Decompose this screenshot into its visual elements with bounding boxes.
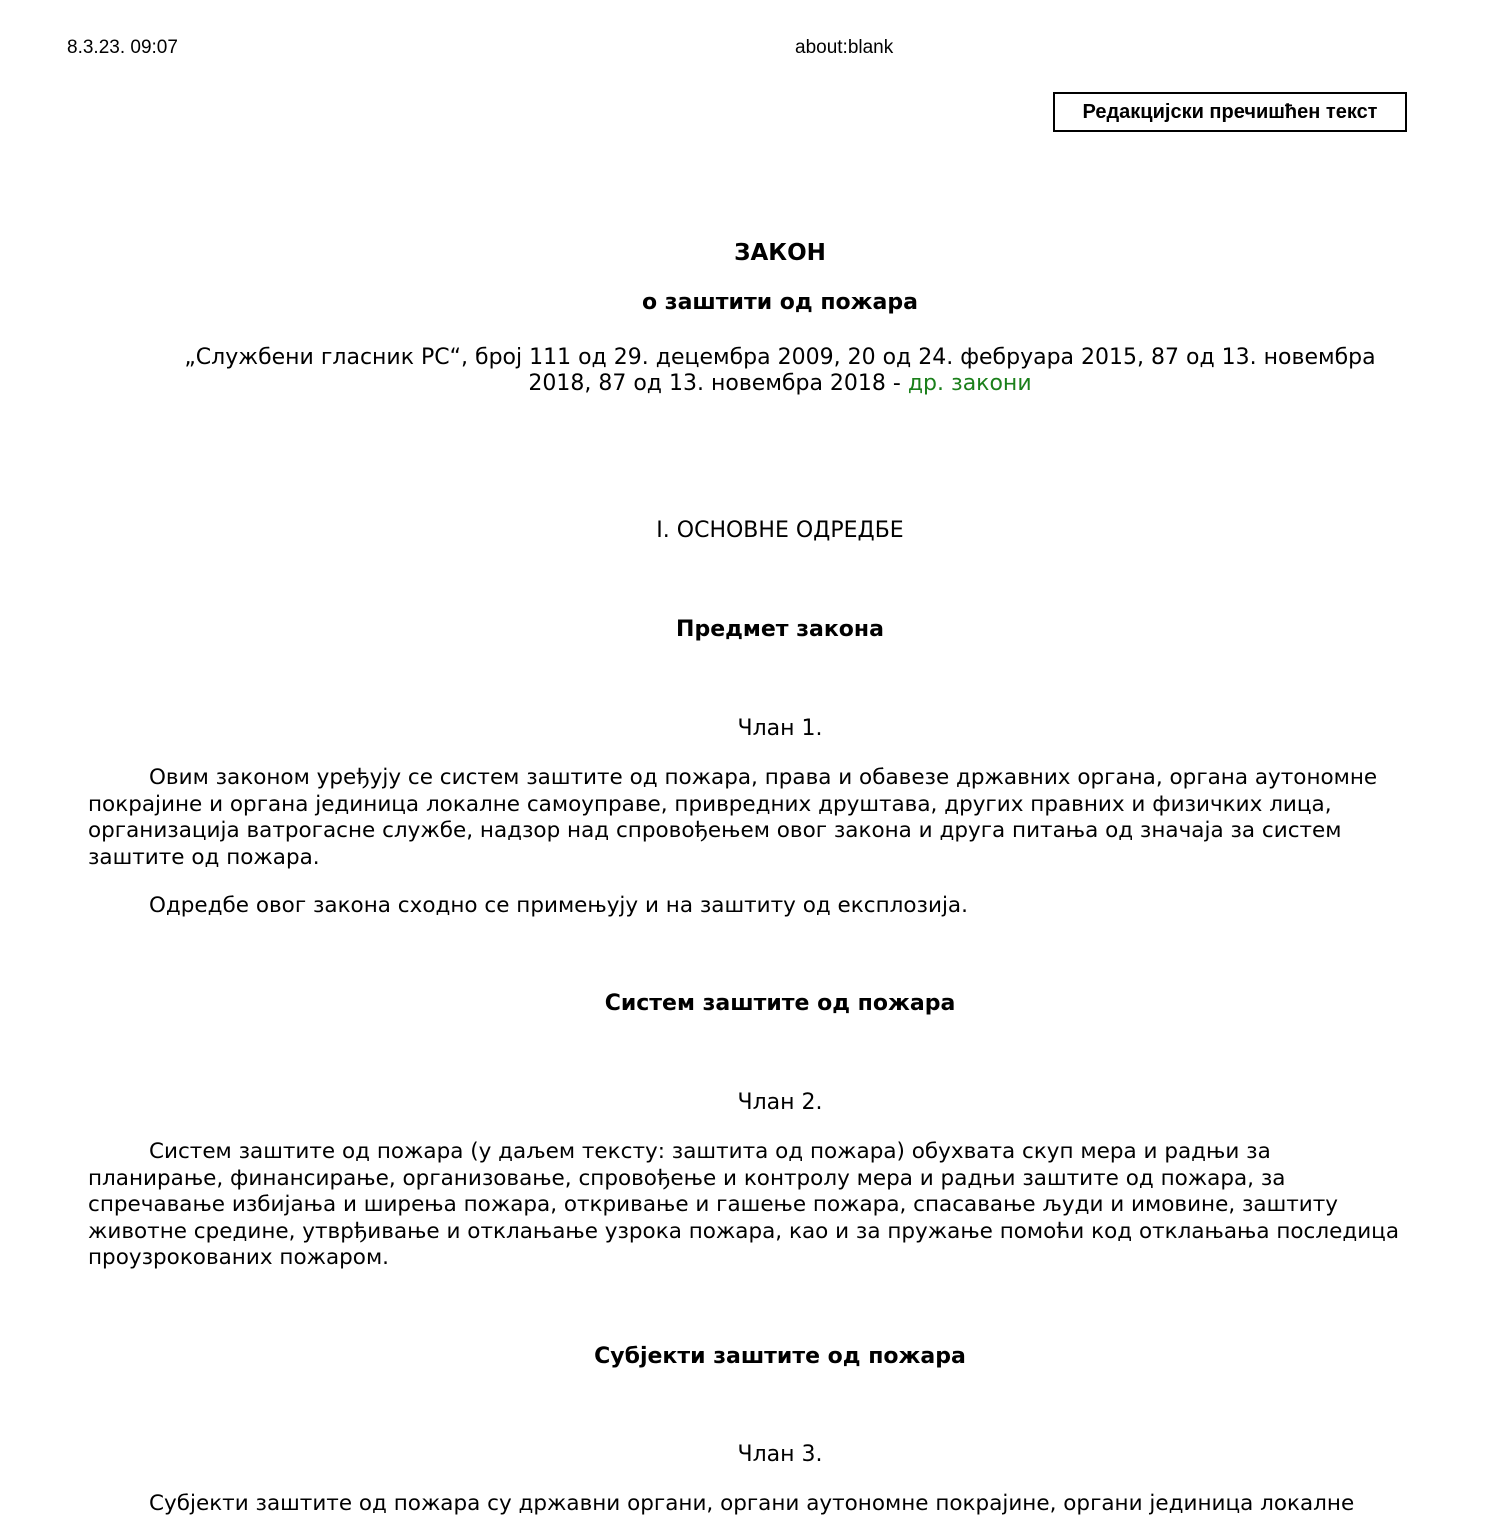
print-url: about:blank — [795, 37, 894, 58]
article-1-number: Члан 1. — [737, 716, 823, 741]
article-1-heading: Предмет закона — [676, 617, 884, 642]
print-header — [0, 37, 1500, 59]
article-3-number: Члан 3. — [737, 1442, 823, 1467]
chapter-title: I. ОСНОВНЕ ОДРЕДБЕ — [656, 518, 904, 543]
article-1-paragraph-2: Одредбе овог закона сходно се примењују и на заштиту од експлозија. — [149, 893, 968, 918]
article-2-paragraph-1: Систем заштите од пожара (у даљем тексту: заштита од пожара) обухвата скуп мера и радњи за планирање, финансирање, организовање, спровођење и контролу мера и радњи заштите од пожара, за спречавање избијања и ширења пожара, откривање и гашење пожара, спасавање људи и имовине, заштиту животне средине, утврђивање и отклањање узрока пожара, као и за пружање помоћи код отклањања последица проузрокованих пожаром. — [88, 1139, 1399, 1270]
article-1-paragraph-1: Овим законом уређују се систем заштите од пожара, права и обавезе државних органа, органа аутономне покрајине и органа јединица локалне самоуправе, привредних друштава, других правних и физичких лица, организација ватрогасне службе, надзор над спровођењем овог закона и друга питања од значаја за систем заштите од пожара. — [88, 765, 1378, 870]
article-2-heading: Систем заштите од пожара — [604, 991, 956, 1016]
article-3-paragraph-1: Субјекти заштите од пожара су државни органи, органи аутономне покрајине, органи јединица локалне — [149, 1491, 1355, 1516]
other-laws-link[interactable]: др. закони — [907, 371, 1032, 396]
article-3-heading: Субјекти заштите од пожара — [594, 1344, 966, 1369]
law-title: ЗАКОН — [734, 240, 826, 266]
redacted-text-badge: Редакцијски пречишћен текст — [1053, 92, 1407, 132]
article-2-number: Члан 2. — [737, 1090, 823, 1115]
law-subtitle: о заштити од пожара — [642, 290, 918, 315]
print-datetime: 8.3.23. 09:07 — [67, 37, 178, 58]
gazette-reference — [168, 345, 1392, 397]
gazette-text: „Службени гласник РС“, број 111 од 29. децембра 2009, 20 од 24. фебруара 2015, 87 од 13. новембра 2018, 87 од 13. новембра 2018 - — [184, 345, 1376, 396]
